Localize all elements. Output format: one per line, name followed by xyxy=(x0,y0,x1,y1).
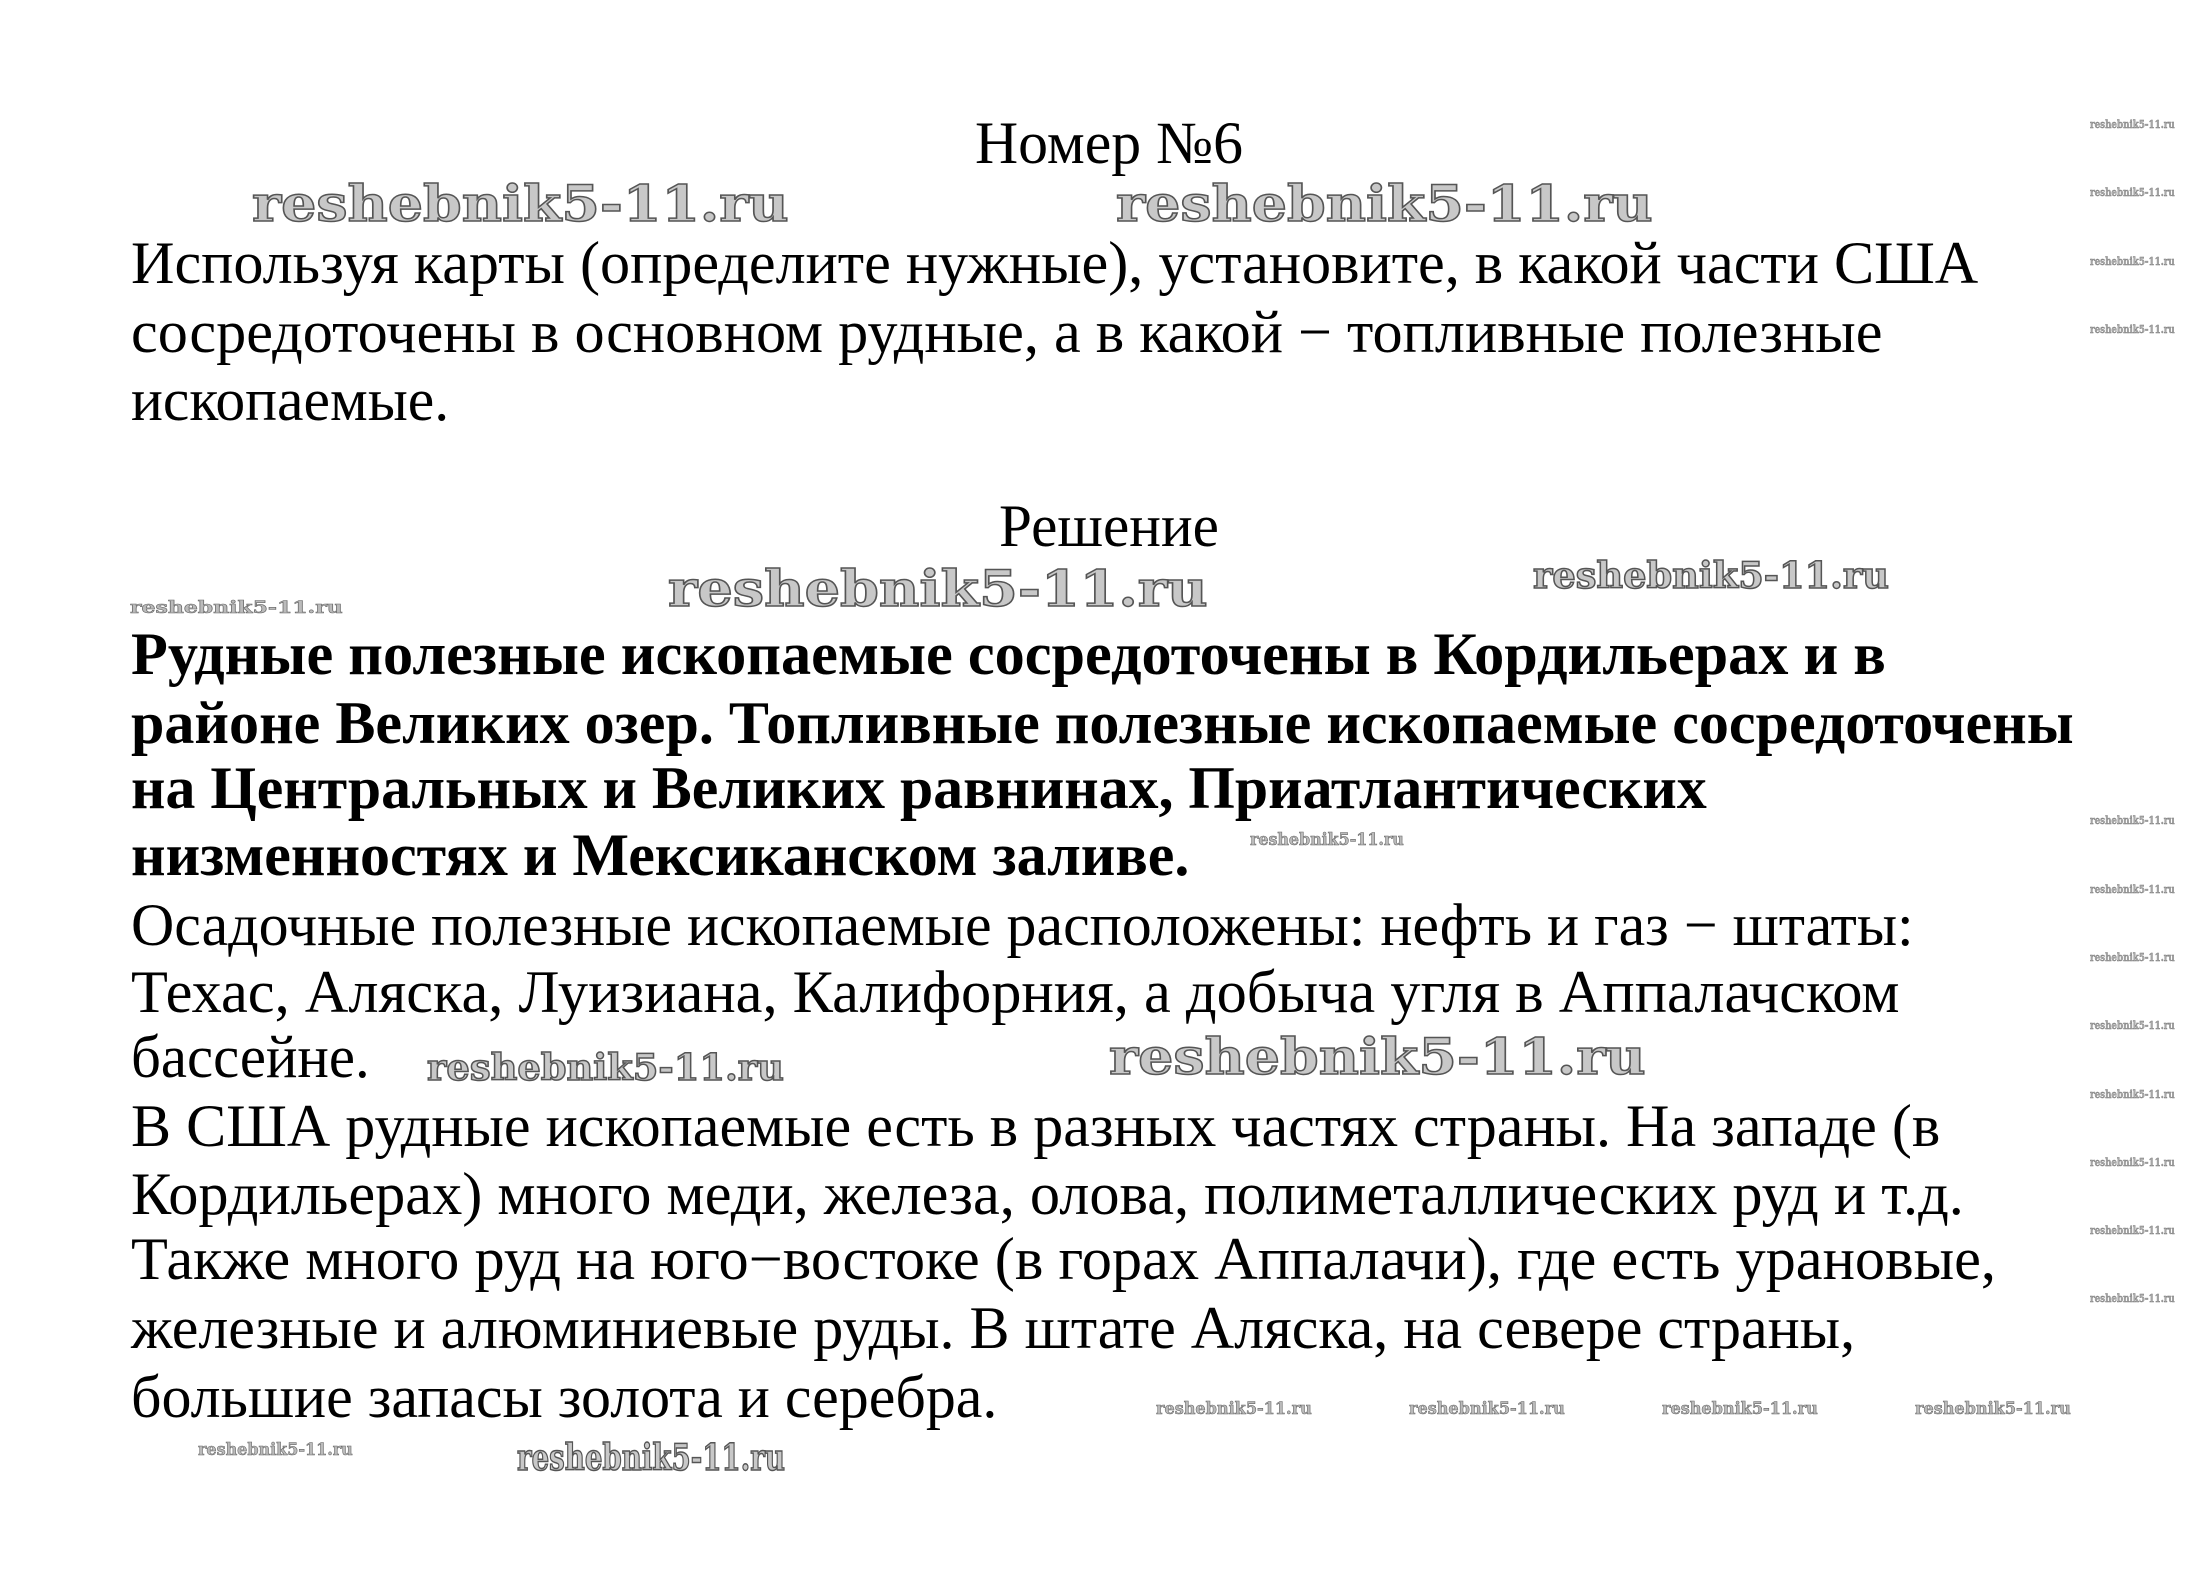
watermark: reshebnik5-11.ru xyxy=(2090,118,2175,131)
answer-line: большие запасы золота и серебра. xyxy=(131,1364,998,1430)
watermark: reshebnik5-11.ru xyxy=(2090,1292,2175,1305)
watermark: reshebnik5-11.ru xyxy=(2090,1156,2175,1169)
watermark: reshebnik5-11.ru xyxy=(2090,814,2175,827)
watermark: reshebnik5-11.ru xyxy=(2090,323,2175,336)
watermark: reshebnik5-11.ru xyxy=(427,1047,784,1089)
watermark: reshebnik5-11.ru xyxy=(198,1440,353,1460)
watermark: reshebnik5-11.ru xyxy=(2090,255,2175,268)
watermark: reshebnik5-11.ru xyxy=(2090,186,2175,199)
task-line: ископаемые. xyxy=(131,367,450,433)
watermark: reshebnik5-11.ru xyxy=(2090,951,2175,964)
answer-bold-line: на Центральных и Великих равнинах, Приатлантических xyxy=(131,755,1707,821)
answer-bold-line: районе Великих озер. Топливные полезные ископаемые сосредоточены xyxy=(131,690,2074,756)
watermark: reshebnik5-11.ru xyxy=(517,1437,785,1479)
watermark: reshebnik5-11.ru xyxy=(1662,1399,1818,1419)
watermark: reshebnik5-11.ru xyxy=(130,598,343,618)
watermark: reshebnik5-11.ru xyxy=(2090,1088,2175,1101)
solution-heading: Решение xyxy=(999,493,1219,559)
answer-line: Техас, Аляска, Луизиана, Калифорния, а добыча угля в Аппалачском xyxy=(131,959,1900,1025)
answer-line: бассейне. xyxy=(131,1024,370,1090)
watermark: reshebnik5-11.ru xyxy=(668,559,1208,618)
watermark: reshebnik5-11.ru xyxy=(1250,830,1404,850)
page-title: Номер №6 xyxy=(975,110,1244,176)
answer-bold-line: низменностях и Мексиканском заливе. xyxy=(131,822,1190,888)
answer-line: В США рудные ископаемые есть в разных частях страны. На западе (в xyxy=(131,1093,1941,1159)
watermark: reshebnik5-11.ru xyxy=(2090,883,2175,896)
task-line: сосредоточены в основном рудные, а в какой − топливные полезные xyxy=(131,299,1883,365)
watermark: reshebnik5-11.ru xyxy=(1109,1027,1646,1086)
watermark: reshebnik5-11.ru xyxy=(2090,1019,2175,1032)
watermark: reshebnik5-11.ru xyxy=(1409,1399,1565,1419)
watermark: reshebnik5-11.ru xyxy=(252,174,789,233)
answer-line: Кордильерах) много меди, железа, олова, полиметаллических руд и т.д. xyxy=(131,1161,1964,1227)
answer-line: Также много руд на юго−востоке (в горах Аппалачи), где есть урановые, xyxy=(131,1226,1997,1292)
watermark: reshebnik5-11.ru xyxy=(1915,1399,2071,1419)
answer-line: Осадочные полезные ископаемые расположены: нефть и газ − штаты: xyxy=(131,892,1914,958)
answer-line: железные и алюминиевые руды. В штате Аляска, на севере страны, xyxy=(131,1295,1856,1361)
watermark: reshebnik5-11.ru xyxy=(2090,1224,2175,1237)
watermark: reshebnik5-11.ru xyxy=(1116,174,1653,233)
watermark: reshebnik5-11.ru xyxy=(1156,1399,1312,1419)
watermark: reshebnik5-11.ru xyxy=(1533,555,1889,597)
task-line: Используя карты (определите нужные), установите, в какой части США xyxy=(131,230,1979,296)
answer-bold-line: Рудные полезные ископаемые сосредоточены в Кордильерах и в xyxy=(131,621,1886,687)
